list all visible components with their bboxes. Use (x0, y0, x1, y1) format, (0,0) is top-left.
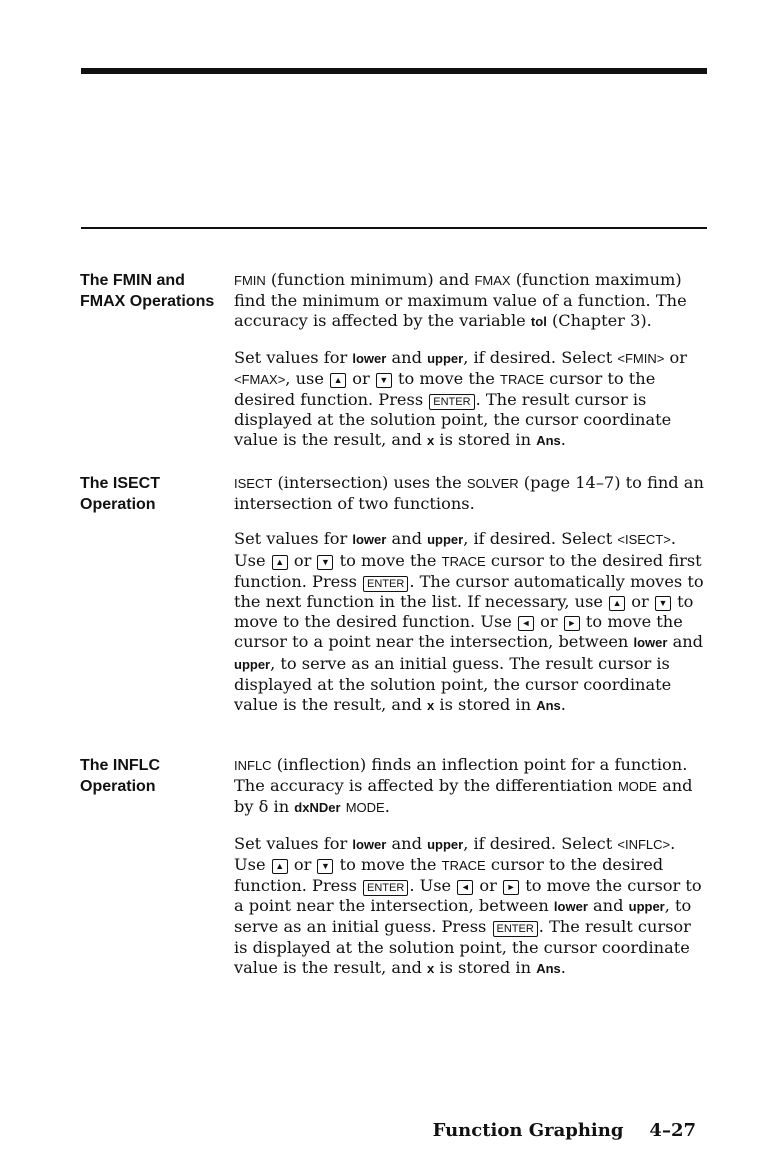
section-body (234, 270, 704, 467)
top-rule-thin (81, 227, 707, 229)
footer-page-number: 4–27 (649, 1120, 696, 1141)
right-arrow-key-icon: ► (503, 880, 519, 895)
enter-key-icon: ENTER (363, 576, 408, 592)
enter-key-icon: ENTER (493, 921, 538, 937)
enter-key-icon: ENTER (363, 880, 408, 896)
paragraph-instructions: Set values for lower and upper, if desired. Select <ISECT>. Use ▲ or ▼ to move the TRACE cursor to the desired first function. Press ENTER . The cursor automatically moves to the next function in the list. If necessary, use ▲ or ▼ to move to the desired function. Use ◄ or ► to move the cursor to a point near the intersection, between lower and upper, to serve as an initial guess. The result cursor is displayed at the solution point, the cursor coordinate value is the result, and x is stored in Ans. (234, 529, 704, 715)
paragraph-instructions: Set values for lower and upper, if desired. Select <INFLC>. Use ▲ or ▼ to move the TRACE cursor to the desired function. Press ENTER . Use ◄ or ► to move the cursor to a point near the intersection, between lower and upper, to serve as an initial guess. Press ENTER . The result cursor is displayed at the solution point, the cursor coordinate value is the result, and x is stored in Ans. (234, 833, 702, 977)
paragraph-description: INFLC (inflection) finds an inflection point for a function. The accuracy is affected by the differentiation MODE and by δ in dxNDer MODE. (234, 755, 693, 817)
left-arrow-key-icon: ◄ (457, 880, 473, 895)
down-arrow-key-icon: ▼ (376, 373, 392, 388)
right-arrow-key-icon: ► (564, 616, 580, 631)
up-arrow-key-icon: ▲ (609, 596, 625, 611)
paragraph-description: ISECT (intersection) uses the SOLVER (page 14–7) to find an intersection of two functions. (234, 473, 704, 514)
left-arrow-key-icon: ◄ (518, 616, 534, 631)
footer-chapter-title: Function Graphing (432, 1120, 624, 1141)
down-arrow-key-icon: ▼ (317, 859, 333, 874)
up-arrow-key-icon: ▲ (272, 859, 288, 874)
page-footer (433, 1120, 696, 1141)
section-heading: The FMIN and FMAX Operations (80, 272, 215, 310)
top-rule-thick (81, 68, 707, 74)
down-arrow-key-icon: ▼ (317, 555, 333, 570)
section-body (234, 755, 704, 994)
down-arrow-key-icon: ▼ (655, 596, 671, 611)
up-arrow-key-icon: ▲ (272, 555, 288, 570)
paragraph-description: FMIN (function minimum) and FMAX (function maximum) find the minimum or maximum value of a function. The accuracy is affected by the variable tol (Chapter 3). (234, 270, 687, 331)
section-heading: The ISECT Operation (80, 475, 161, 513)
enter-key-icon: ENTER (429, 394, 474, 410)
up-arrow-key-icon: ▲ (330, 373, 346, 388)
section-heading: The INFLC Operation (80, 757, 160, 795)
paragraph-instructions: Set values for lower and upper, if desired. Select <FMIN> or <FMAX>, use ▲ or ▼ to move the TRACE cursor to the desired function. Press ENTER . The result cursor is displayed at the solution point, the cursor coordinate value is the result, and x is stored in Ans. (234, 347, 687, 450)
section-body (234, 473, 704, 731)
